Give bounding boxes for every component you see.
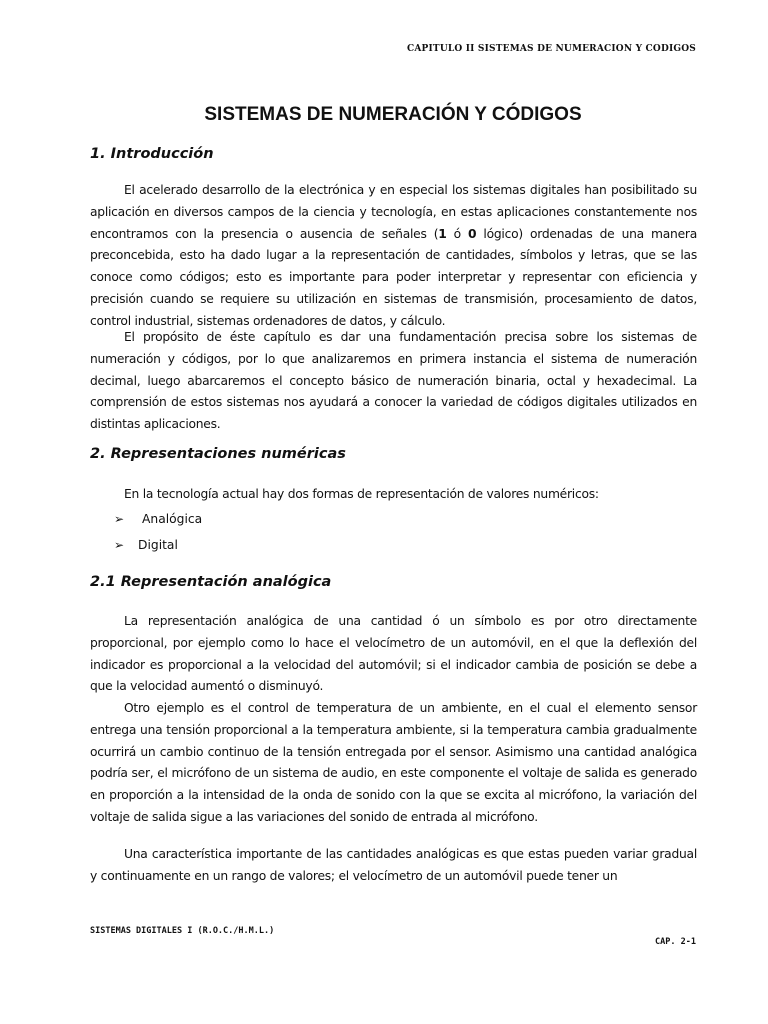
page-title: SISTEMAS DE NUMERACIÓN Y CÓDIGOS xyxy=(204,104,582,125)
list-item-label: Analógica xyxy=(142,512,203,526)
list-item xyxy=(114,538,178,552)
paragraph-text: ó xyxy=(446,226,469,241)
paragraph-text: lógico) ordenadas de una manera preconcebida, esto ha dado lugar a la representación de cantidades, símbolos y letras, que se las conoce como códigos; esto es importante para poder interpretar y representar con eficiencia y precisión cuando se requiere su utilización en sistemas de transmisión, procesamiento de datos, control industrial, sistemas ordenadores de datos, y cálculo. xyxy=(90,226,697,328)
list-item xyxy=(114,512,202,526)
paragraph-text: El acelerado desarrollo de la electrónica y en especial los sistemas digitales han posibilitado su aplicación en diversos campos de la ciencia y tecnología, en estas aplicaciones constantemente nos encontramos con la presencia o ausencia de señales ( xyxy=(90,183,697,241)
paragraph-analog-1: La representación analógica de una cantidad ó un símbolo es por otro directamente proporcional, por ejemplo como lo hace el velocímetro de un automóvil, en el que la deflexión del indicador es proporcional a la velocidad del automóvil; si el indicador cambia de posición se debe a que la velocidad aumentó o disminuyó. xyxy=(90,614,697,694)
section-heading-introduccion: 1. Introducción xyxy=(90,146,214,162)
paragraph-intro-1 xyxy=(90,180,697,333)
arrow-bullet-icon: ➢ xyxy=(114,512,125,526)
paragraph-analog-2: Otro ejemplo es el control de temperatura de un ambiente, en el cual el elemento sensor entrega una tensión proporcional a la temperatura ambiente, si la temperatura cambia gradualmente ocurrirá un cambio continuo de la tensión entregada por el sensor. Asimismo una cantidad analógica podría ser, el micrófono de un sistema de audio, en este componente el voltaje de salida es generado en proporción a la intensidad de la onda de sonido con la que se excita al micrófono, la variación del voltaje de salida sigue a las variaciones del sonido de entrada al micrófono. xyxy=(90,701,697,824)
list-item-label: Digital xyxy=(138,538,178,552)
section-heading-analogica: 2.1 Representación analógica xyxy=(90,574,332,590)
paragraph-rep-1: En la tecnología actual hay dos formas de representación de valores numéricos: xyxy=(124,487,599,501)
logic-zero: 0 xyxy=(468,226,477,241)
paragraph-analog-3: Una característica importante de las cantidades analógicas es que estas pueden variar gradual y continuamente en un rango de valores; el velocímetro de un automóvil puede tener un xyxy=(90,847,697,883)
footer-page-number: CAP. 2-1 xyxy=(655,937,696,947)
section-heading-representaciones: 2. Representaciones numéricas xyxy=(90,446,346,462)
arrow-bullet-icon: ➢ xyxy=(114,538,125,552)
paragraph-intro-2: El propósito de éste capítulo es dar una fundamentación precisa sobre los sistemas de numeración y códigos, por lo que analizaremos en primera instancia el sistema de numeración decimal, luego abarcaremos el concepto básico de numeración binaria, octal y hexadecimal. La comprensión de estos sistemas nos ayudará a conocer la variedad de códigos digitales utilizados en distintas aplicaciones. xyxy=(90,330,697,432)
logic-one: 1 xyxy=(438,226,447,241)
footer-course: SISTEMAS DIGITALES I (R.O.C./H.M.L.) xyxy=(90,926,275,936)
running-header: CAPITULO II SISTEMAS DE NUMERACION Y CODIGOS xyxy=(407,44,696,54)
